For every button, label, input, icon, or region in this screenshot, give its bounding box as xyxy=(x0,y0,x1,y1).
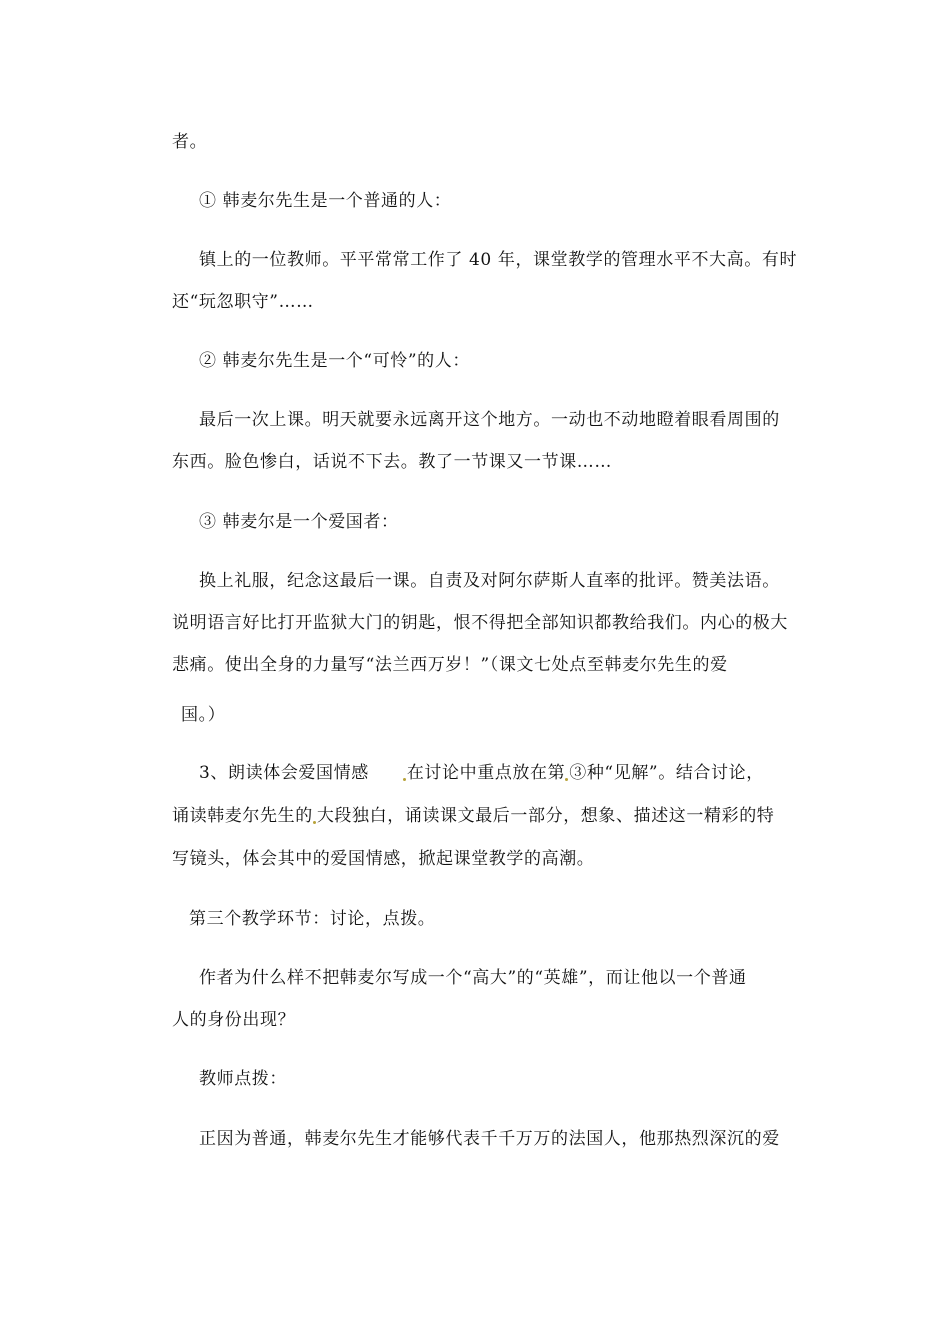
text-segment: ③种“见解”。结合讨论， xyxy=(569,763,764,783)
text-segment: 诵读韩麦尔先生的 xyxy=(172,806,313,826)
text-line: 东西。脸色惨白，话说不下去。教了一节课又一节课…… xyxy=(172,452,612,472)
text-line: 镇上的一位教师。平平常常工作了 40 年，课堂教学的管理水平不大高。有时 xyxy=(199,250,798,270)
text-line: 教师点拨： xyxy=(199,1069,287,1089)
text-segment: 大段独白，诵读课文最后一部分，想象、描述这一精彩的特 xyxy=(316,806,775,826)
text-line: 换上礼服，纪念这最后一课。自责及对阿尔萨斯人直率的批评。赞美法语。 xyxy=(199,571,780,591)
text-line: 人的身份出现？ xyxy=(172,1010,296,1030)
text-line: ② 韩麦尔先生是一个“可怜”的人： xyxy=(199,351,470,371)
text-line: 最后一次上课。明天就要永远离开这个地方。一动也不动地瞪着眼看周围的 xyxy=(199,410,780,430)
text-line xyxy=(199,763,764,783)
text-line: 国。） xyxy=(181,705,226,725)
text-line: 者。 xyxy=(172,132,208,152)
annotation-mark xyxy=(313,821,316,824)
text-segment: 3、朗读体会爱国情感 xyxy=(199,763,369,783)
text-line: 写镜头，体会其中的爱国情感，掀起课堂教学的高潮。 xyxy=(172,849,595,869)
text-line: 正因为普通，韩麦尔先生才能够代表千千万万的法国人，他那热烈深沉的爱 xyxy=(199,1129,780,1149)
annotation-mark xyxy=(403,778,406,781)
text-segment: 在讨论中重点放在第 xyxy=(406,763,566,783)
text-line: ① 韩麦尔先生是一个普通的人： xyxy=(199,191,452,211)
text-line: 还“玩忽职守”…… xyxy=(172,292,314,312)
text-line: ③ 韩麦尔是一个爱国者： xyxy=(199,512,399,532)
text-line xyxy=(172,806,774,826)
annotation-mark xyxy=(565,778,568,781)
text-line: 作者为什么样不把韩麦尔写成一个“高大”的“英雄”，而让他以一个普通 xyxy=(199,968,747,988)
text-line: 悲痛。使出全身的力量写“法兰西万岁！”（课文七处点至韩麦尔先生的爱 xyxy=(172,655,728,675)
text-line: 说明语言好比打开监狱大门的钥匙，恨不得把全部知识都教给我们。内心的极大 xyxy=(172,613,788,633)
section-heading: 第三个教学环节：讨论，点拨。 xyxy=(189,909,436,929)
